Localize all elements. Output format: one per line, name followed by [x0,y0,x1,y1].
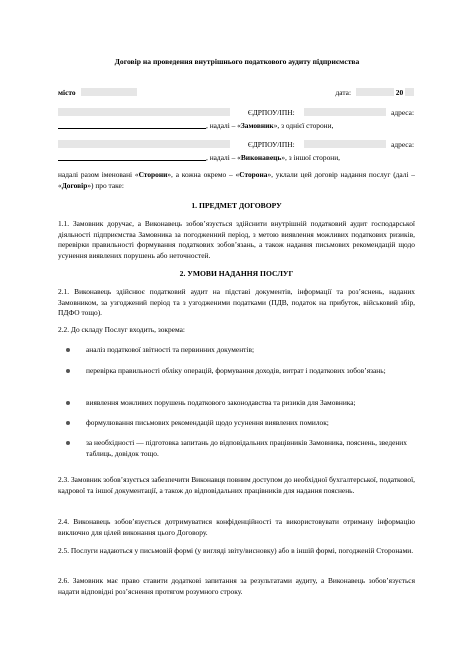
intro-paragraph [58,170,415,191]
date-label: дата: [335,88,352,97]
party1-name-field[interactable] [58,108,230,116]
party2-address-field[interactable] [58,152,206,161]
place-date-row [58,88,414,99]
date-field[interactable] [356,88,394,96]
list-item-text: аналіз податкової звітності та первинних документів; [86,345,254,354]
section2-heading: 2. УМОВИ НАДАННЯ ПОСЛУГ [179,269,294,278]
bullet-icon [66,348,70,352]
clause-2-4: 2.4. Виконавець зобов’язується дотримуватися конфіденційності та використовувати отриману інформацію виключно для цілей виконання цього Договору. [58,517,415,537]
city-field[interactable] [81,88,137,96]
bullet-icon [66,421,70,425]
party1-edrpou-label: ЄДРПОУ/ІПН: [247,108,295,117]
party1-prefix: , надалі – « [206,121,241,130]
intro-term-contract: Договір [61,180,88,190]
party2-address-label: адреса: [391,140,414,149]
party2-edrpou-field[interactable] [304,140,386,148]
clause-2-1: 2.1. Виконавець здійснює податковий аудит на підставі документів, інформації та роз’яснень, наданих Замовником, за узгоджений період та з узгодженими податками (ПДВ, податок на прибуток, військовий збір, ПДФО тощо). [58,287,415,318]
party2-edrpou-label: ЄДРПОУ/ІПН: [247,140,295,149]
city-label: місто [58,88,76,97]
year-label: 20 [395,88,404,97]
intro-text-3: », уклали цей договір надання послуг (далі – « [58,170,415,190]
party1-edrpou-field[interactable] [304,108,386,116]
list-item-text: за необхідності — підготовка запитань до відповідальних працівників Замовника, пояснень, зведених таблиць, довідок тощо. [86,438,407,458]
list-item-text: формулювання письмових рекомендацій щодо усунення виявлених помилок; [86,418,329,427]
party2-row1 [58,140,414,151]
party1-row1 [58,108,414,119]
section1-heading: 1. ПРЕДМЕТ ДОГОВОРУ [191,201,282,210]
list-item-text: виявлення можливих порушень податкового законодавства та ризиків для Замовника; [86,398,356,407]
intro-term-parties: Сторони [138,170,168,179]
party1-address-field[interactable] [58,120,206,129]
intro-text-2: », а кожна окремо – « [167,170,240,179]
intro-text-4: ») про таке: [87,180,124,190]
party2-role: Виконавець [240,153,282,162]
contract-title: Договір на проведення внутрішнього податкового аудиту підприємства [114,57,360,66]
clause-1-1: 1.1. Замовник доручає, а Виконавець зобов’язується здійснити внутрішній податковий аудит господарської діяльності підприємства Замовника за погодженний період, з метою виявлення можливих податкових ризиків, перевірки правильності формування податкових зобов’язань, а також надання письмових рекомендацій щодо усунення виявлених порушень або неточностей. [58,219,415,260]
clause-2-5: 2.5. Послуги надаються у письмовій формі (у вигляді звіту/висновку) або в іншій формі, погодженій Сторонами. [58,546,414,555]
clause-2-2: 2.2. До складу Послуг входить, зокрема: [58,325,185,334]
bullet-icon [66,401,70,405]
bullet-icon [66,441,70,445]
clause-2-6: 2.6. Замовник має право ставити додаткові запитання за результатами аудиту, а Виконавець зобов’язується надати відповідні роз’яснення протягом розумного строку. [58,576,415,596]
party1-suffix: », з однієї сторони, [273,121,334,130]
clause-2-3: 2.3. Замовник зобов’язується забезпечити Виконавця повним доступом до необхідної бухгалтерської, податкової, кадрової та іншої документації, а також до відповідальних працівників для надання пояснень. [58,475,415,495]
intro-term-party: Сторона [239,170,268,179]
year-field[interactable] [405,88,414,96]
list-item-text: перевірка правильності обліку операцій, формування доходів, витрат і податкових зобов’язань; [86,366,386,375]
intro-text-1: надалі разом іменовані « [58,170,139,179]
party1-address-label: адреса: [391,108,414,117]
party2-prefix: , надалі – « [206,153,241,162]
bullet-icon [66,369,70,373]
party1-role: Замовник [240,121,274,130]
party2-suffix: », з іншої сторони, [281,153,341,162]
party2-name-field[interactable] [58,140,230,148]
party2-row2 [58,152,414,163]
party1-row2 [58,120,414,131]
